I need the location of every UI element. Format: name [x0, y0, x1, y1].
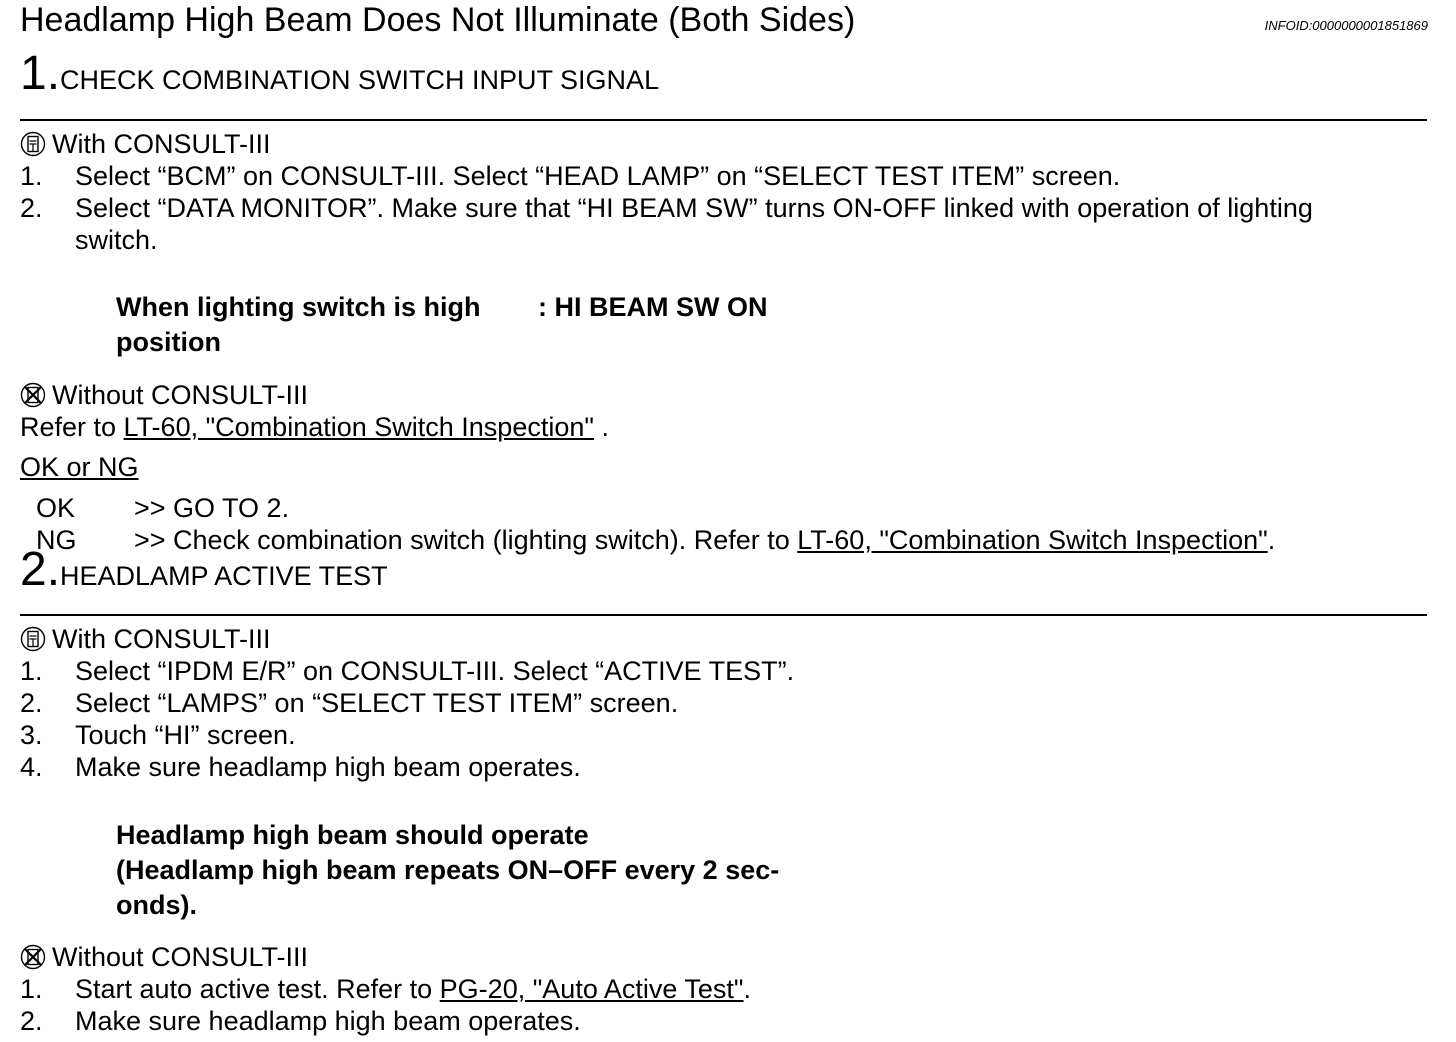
step-2-item-2-text: Select “LAMPS” on “SELECT TEST ITEM” screen.	[75, 688, 679, 718]
step-1-item-2-number: 2.	[20, 193, 43, 223]
refer-suffix: .	[593, 412, 609, 442]
step-1-item-2-continuation: switch.	[75, 225, 158, 255]
page-title: Headlamp High Beam Does Not Illuminate (Both Sides)	[20, 1, 856, 39]
condition-value: : HI BEAM SW ON	[538, 292, 768, 322]
wo-item-1-suffix: .	[743, 974, 752, 1004]
auto-active-test-link[interactable]: PG-20, "Auto Active Test"	[439, 974, 744, 1004]
without-consult-label: Without CONSULT-III	[52, 942, 309, 972]
info-id: INFOID:0000000001851869	[1264, 18, 1428, 33]
ok-or-ng-heading: OK or NG	[20, 452, 139, 482]
step-2-item-4-number: 4.	[20, 752, 43, 782]
ng-text	[134, 524, 1275, 556]
step-2-title: HEADLAMP ACTIVE TEST	[60, 561, 388, 591]
no-consult-icon	[20, 382, 46, 408]
condition-label-line-1: When lighting switch is high	[116, 292, 481, 322]
step-1-item-1-number: 1.	[20, 161, 43, 191]
step-2-without-consult	[20, 941, 308, 973]
refer-line	[20, 411, 609, 443]
step-1-item-1-text: Select “BCM” on CONSULT-III. Select “HEAD LAMP” on “SELECT TEST ITEM” screen.	[75, 161, 1121, 191]
ng-label: NG	[36, 525, 77, 555]
step-2-item-2-number: 2.	[20, 688, 43, 718]
step-2-wo-item-2-text: Make sure headlamp high beam operates.	[75, 1006, 581, 1036]
step-1-item-2-text: Select “DATA MONITOR”. Make sure that “HI BEAM SW” turns ON-OFF linked with operation of lighting	[75, 193, 1313, 223]
with-consult-label: With CONSULT-III	[52, 624, 271, 654]
ng-text-prefix: >> Check combination switch (lighting switch). Refer to	[134, 525, 798, 555]
note-line-1: Headlamp high beam should operate	[116, 820, 589, 850]
with-consult-label: With CONSULT-III	[52, 129, 271, 159]
step-2-with-consult	[20, 623, 271, 655]
step-2-wo-item-2-number: 2.	[20, 1006, 43, 1036]
step-2-heading	[20, 543, 388, 596]
step-2-item-4-text: Make sure headlamp high beam operates.	[75, 752, 581, 782]
without-consult-label: Without CONSULT-III	[52, 380, 309, 410]
condition-label-line-2: position	[116, 327, 221, 357]
step-1-without-consult	[20, 379, 308, 411]
step-2-item-3-number: 3.	[20, 720, 43, 750]
step-2-divider	[20, 614, 1427, 616]
ok-label: OK	[36, 493, 76, 523]
no-consult-icon	[20, 944, 46, 970]
step-2-wo-item-1-number: 1.	[20, 974, 43, 1004]
step-2-item-1-text: Select “IPDM E/R” on CONSULT-III. Select “ACTIVE TEST”.	[75, 656, 795, 686]
ng-combination-switch-link[interactable]: LT-60, "Combination Switch Inspection"	[797, 525, 1268, 555]
wo-item-1-prefix: Start auto active test. Refer to	[75, 974, 440, 1004]
step-1-number: 1.	[20, 47, 61, 100]
ng-text-suffix: .	[1267, 525, 1276, 555]
note-line-2: (Headlamp high beam repeats ON–OFF every 2 sec-	[116, 855, 780, 885]
step-1-with-consult	[20, 128, 271, 160]
refer-prefix: Refer to	[20, 412, 124, 442]
note-line-3: onds).	[116, 890, 197, 920]
combination-switch-inspection-link[interactable]: LT-60, "Combination Switch Inspection"	[123, 412, 594, 442]
step-2-number: 2.	[20, 543, 61, 596]
step-1-heading	[20, 47, 660, 100]
step-1-title: CHECK COMBINATION SWITCH INPUT SIGNAL	[60, 65, 660, 95]
consult-tool-icon	[20, 131, 46, 157]
ok-text: >> GO TO 2.	[134, 493, 290, 523]
consult-tool-icon	[20, 626, 46, 652]
step-2-item-3-text: Touch “HI” screen.	[75, 720, 296, 750]
step-2-item-1-number: 1.	[20, 656, 43, 686]
step-2-wo-item-1-text	[75, 973, 751, 1005]
step-1-divider	[20, 119, 1427, 121]
